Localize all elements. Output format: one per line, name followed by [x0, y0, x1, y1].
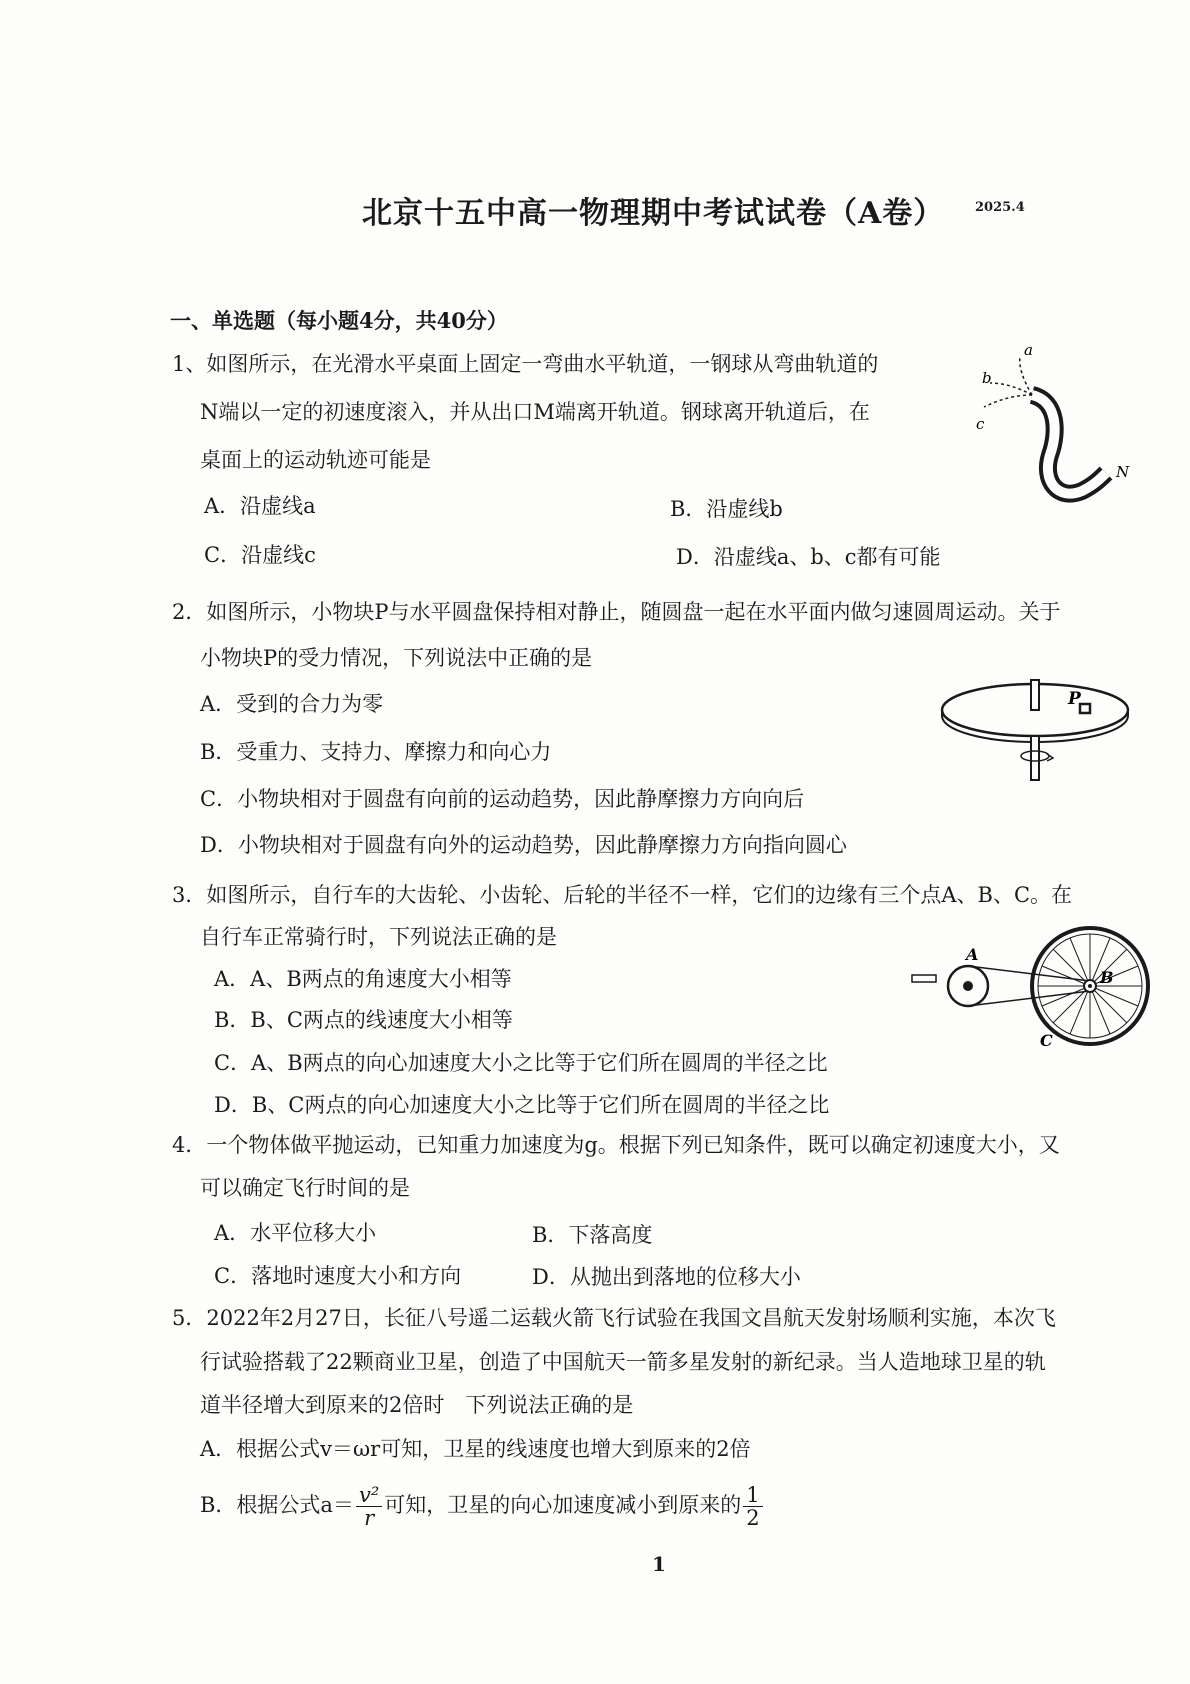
q3-figure-label-a: A — [966, 945, 979, 964]
q1-stem-line-1: 1、如图所示，在光滑水平桌面上固定一弯曲水平轨道，一钢球从弯曲轨道的 — [172, 352, 879, 376]
q5-formula-denominator: r — [364, 1506, 375, 1531]
q2-option-a: A．受到的合力为零 — [200, 692, 384, 716]
q1-figure-label-a: a — [1024, 341, 1033, 359]
page-number: 1 — [652, 1552, 666, 1576]
q5-option-b-text: 可知，卫星的向心加速度减小到原来的 — [384, 1493, 742, 1518]
q4-stem-line-2: 可以确定飞行时间的是 — [200, 1176, 410, 1200]
q4-option-c: C．落地时速度大小和方向 — [214, 1264, 462, 1288]
q1-option-d: D．沿虚线a、b、c都有可能 — [676, 545, 941, 569]
q1-option-c: C．沿虚线c — [204, 543, 316, 567]
exam-date: 2025.4 — [975, 200, 1025, 215]
rotating-disk-figure — [940, 670, 1130, 780]
q3-stem-line-1: 3．如图所示，自行车的大齿轮、小齿轮、后轮的半径不一样，它们的边缘有三个点A、B、C。在 — [172, 883, 1073, 907]
q5-stem-line-1: 5．2022年2月27日，长征八号遥二运载火箭飞行试验在我国文昌航天发射场顺利实施，本次飞 — [172, 1306, 1056, 1330]
q3-stem-line-2: 自行车正常骑行时，下列说法正确的是 — [200, 925, 557, 949]
q3-option-a: A．A、B两点的角速度大小相等 — [214, 967, 512, 991]
q5-option-b — [200, 1484, 765, 1529]
q5-formula-numerator: v² — [356, 1484, 382, 1507]
q2-stem-line-1: 2．如图所示，小物块P与水平圆盘保持相对静止，随圆盘一起在水平面内做匀速圆周运动。关于 — [172, 600, 1061, 624]
q5-option-b-prefix: B．根据公式a＝ — [200, 1493, 354, 1518]
q4-stem-line-1: 4．一个物体做平抛运动，已知重力加速度为g。根据下列已知条件，既可以确定初速度大小，又 — [172, 1133, 1060, 1157]
q4-option-a: A．水平位移大小 — [214, 1221, 377, 1245]
q4-option-b: B．下落高度 — [532, 1223, 653, 1247]
q2-option-b: B．受重力、支持力、摩擦力和向心力 — [200, 740, 552, 764]
q3-option-c: C．A、B两点的向心加速度大小之比等于它们所在圆周的半径之比 — [214, 1051, 828, 1075]
q2-stem-line-2: 小物块P的受力情况，下列说法中正确的是 — [200, 646, 593, 670]
q5-ratio-fraction — [743, 1484, 762, 1529]
q5-ratio-numerator: 1 — [743, 1484, 762, 1507]
q5-ratio-denominator: 2 — [746, 1506, 760, 1531]
bicycle-gear-figure — [912, 930, 1152, 1060]
q4-option-d: D．从抛出到落地的位移大小 — [532, 1265, 801, 1289]
curved-track-figure — [970, 341, 1150, 515]
q1-figure-label-b: b — [982, 369, 992, 387]
q3-figure-label-b: B — [1100, 968, 1114, 987]
q1-stem-line-3: 桌面上的运动轨迹可能是 — [200, 448, 431, 472]
q2-option-c: C．小物块相对于圆盘有向前的运动趋势，因此静摩擦力方向向后 — [200, 787, 805, 811]
section-heading: 一、单选题（每小题4分，共40分） — [170, 308, 508, 333]
q3-option-d: D．B、C两点的向心加速度大小之比等于它们所在圆周的半径之比 — [214, 1093, 830, 1117]
q5-formula-fraction — [356, 1484, 382, 1529]
q3-figure-label-c: C — [1040, 1031, 1053, 1050]
q5-stem-line-2: 行试验搭载了22颗商业卫星，创造了中国航天一箭多星发射的新纪录。当人造地球卫星的轨 — [200, 1350, 1046, 1374]
q2-option-d: D．小物块相对于圆盘有向外的运动趋势，因此静摩擦力方向指向圆心 — [200, 833, 847, 857]
q5-option-a: A．根据公式v＝ωr可知，卫星的线速度也增大到原来的2倍 — [200, 1437, 751, 1461]
q1-figure-label-c: c — [976, 415, 985, 433]
q3-option-b: B．B、C两点的线速度大小相等 — [214, 1008, 513, 1032]
q2-figure-label-p: P — [1068, 689, 1081, 709]
q1-option-b: B．沿虚线b — [670, 497, 783, 521]
q5-stem-line-3: 道半径增大到原来的2倍时 下列说法正确的是 — [200, 1393, 634, 1417]
q1-figure-label-n: N — [1116, 463, 1130, 481]
page-title: 北京十五中高一物理期中考试试卷（A卷） — [362, 196, 945, 231]
q1-option-a: A．沿虚线a — [204, 494, 316, 518]
q1-stem-line-2: N端以一定的初速度滚入，并从出口M端离开轨道。钢球离开轨道后，在 — [200, 400, 870, 424]
